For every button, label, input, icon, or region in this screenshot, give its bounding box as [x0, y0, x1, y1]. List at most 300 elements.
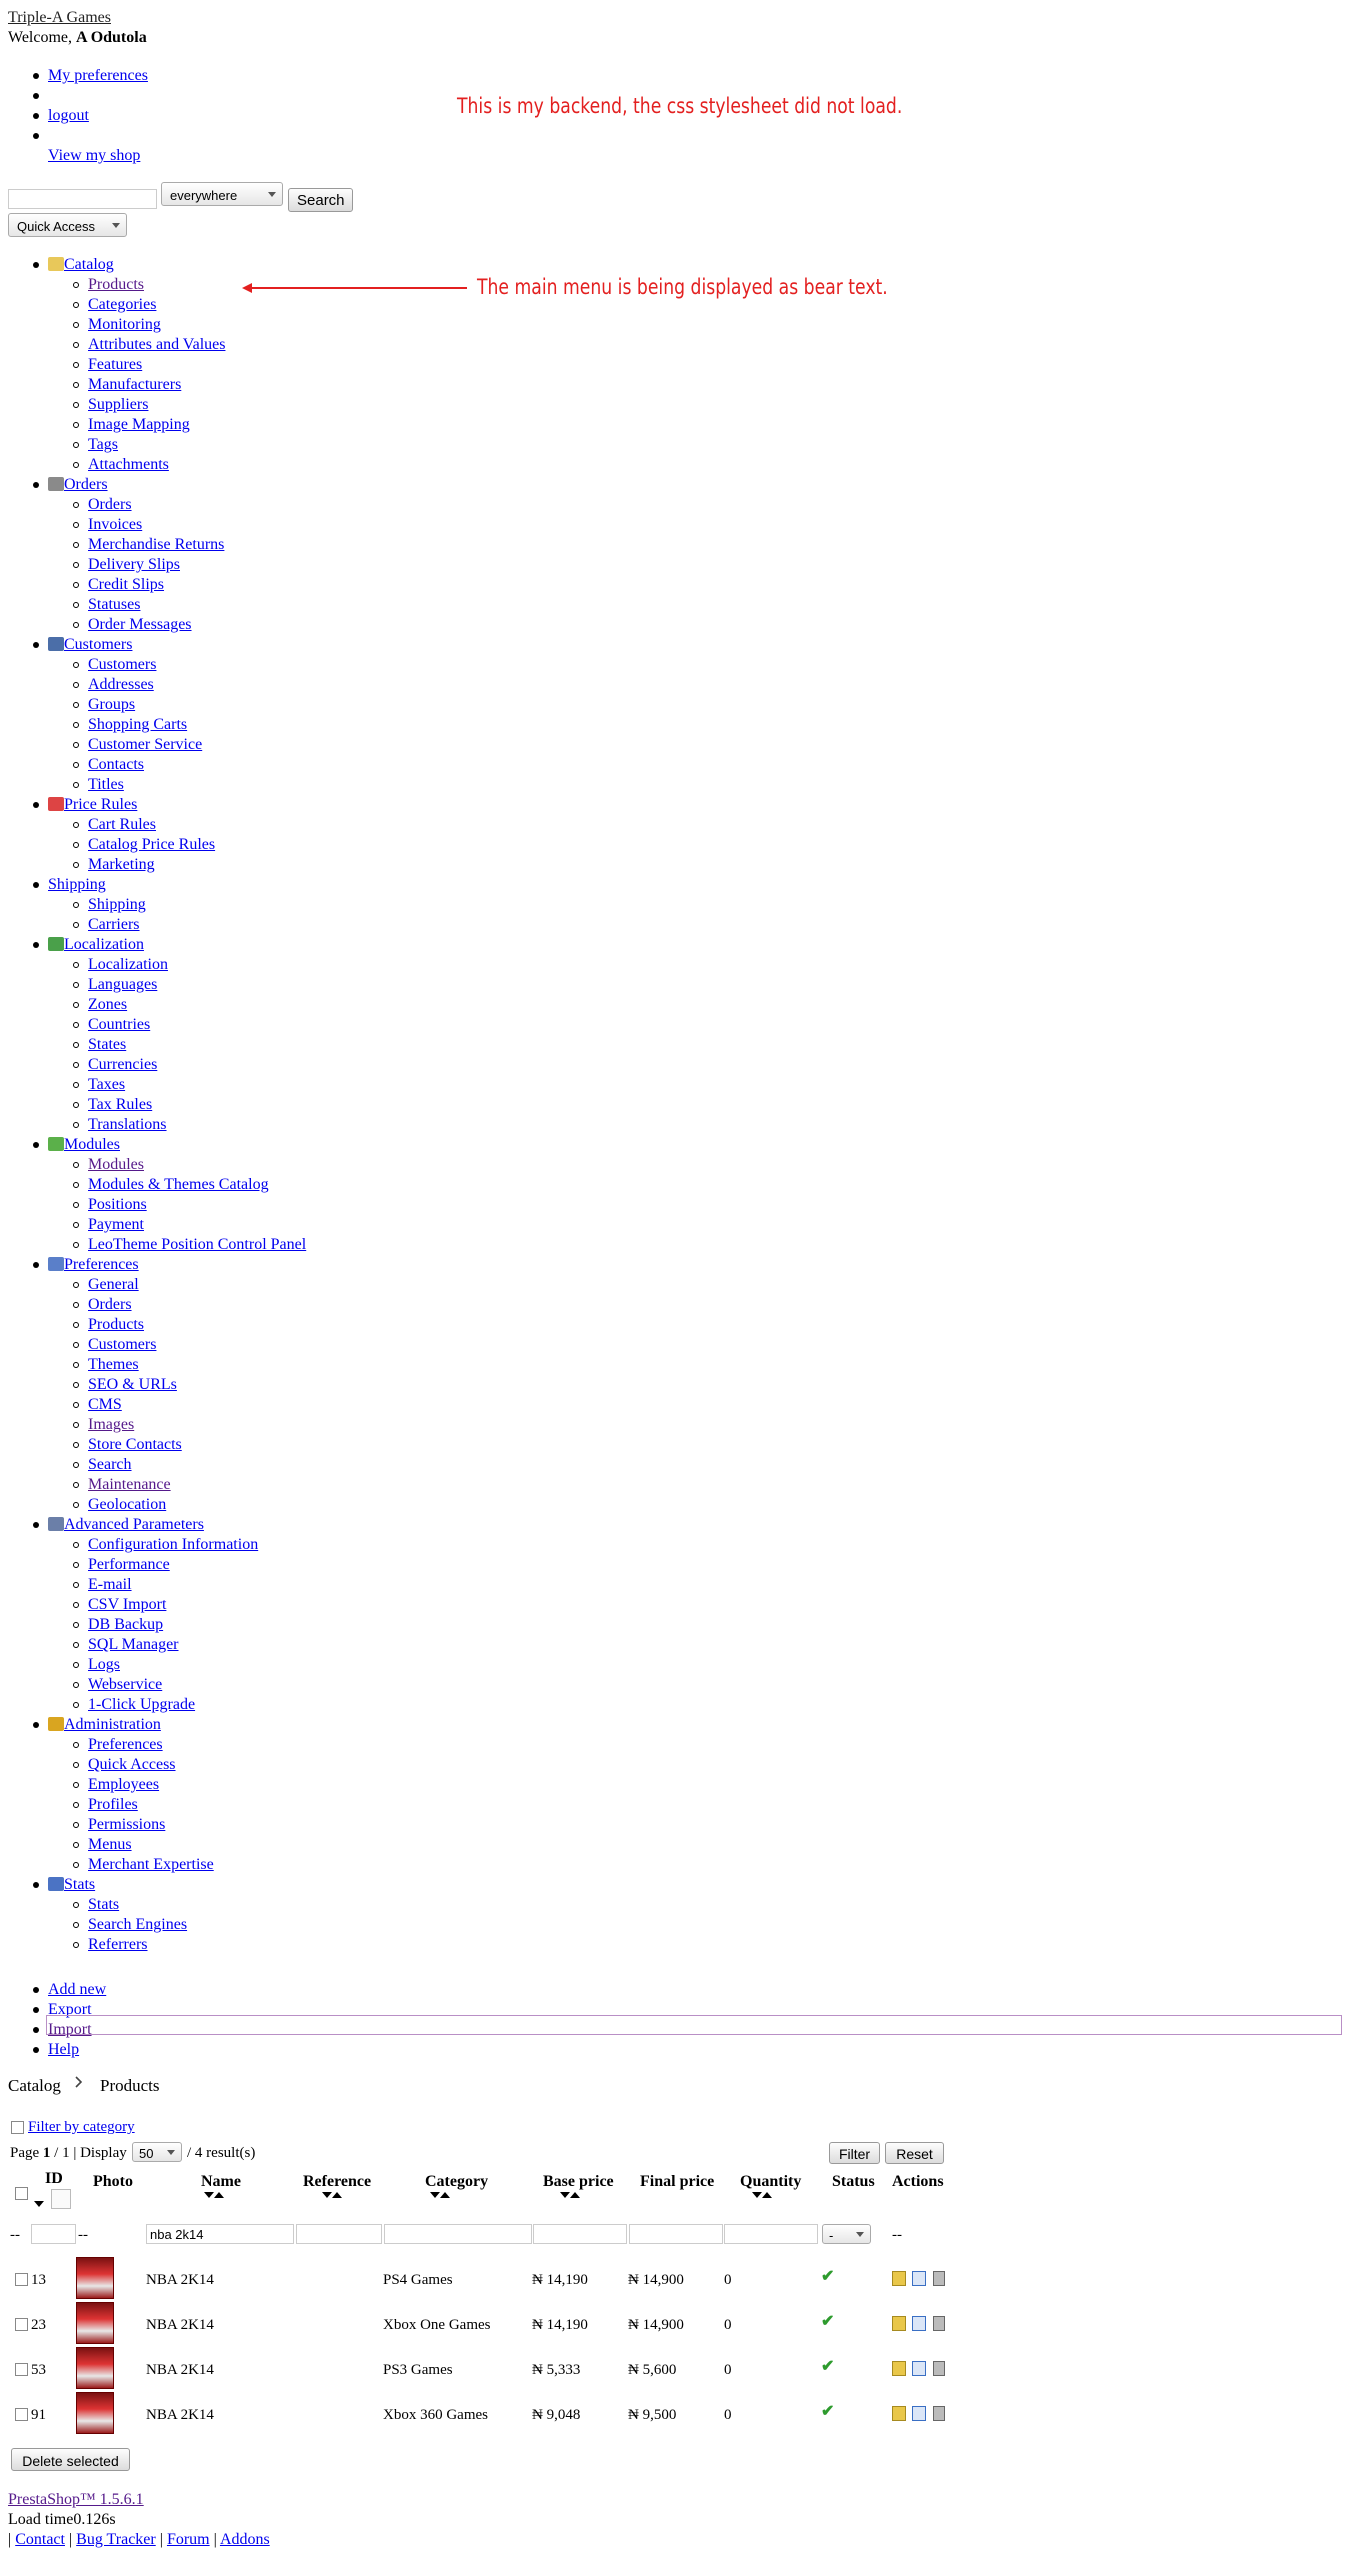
submenu-item[interactable]: Customers [88, 656, 157, 673]
filter-name-input[interactable] [146, 2224, 294, 2244]
submenu-item[interactable]: Titles [88, 776, 124, 793]
circle-bullet [73, 1822, 79, 1828]
annotation-arrow [252, 287, 467, 289]
circle-bullet [73, 1842, 79, 1848]
filter-final-price-input[interactable] [629, 2224, 723, 2244]
preview-icon[interactable] [912, 2361, 926, 2376]
filter-reference-input[interactable] [296, 2224, 382, 2244]
filter-button[interactable]: Filter [829, 2142, 880, 2164]
puzzle-icon [48, 1137, 64, 1151]
enabled-check-icon[interactable]: ✔ [821, 2313, 835, 2330]
circle-bullet [73, 382, 79, 388]
submenu-item[interactable]: General [88, 1276, 139, 1293]
submenu-item[interactable]: Merchandise Returns [88, 536, 225, 553]
submenu-item[interactable]: SEO & URLs [88, 1376, 177, 1393]
quick-access-label: Quick Access [17, 219, 96, 234]
submenu-item[interactable]: Themes [88, 1356, 139, 1373]
arrow-head-icon [242, 283, 252, 293]
circle-bullet [73, 1222, 79, 1228]
cell-name: NBA 2K14 [146, 2407, 214, 2423]
logout-link[interactable]: logout [48, 107, 89, 124]
cell-category: PS4 Games [383, 2272, 453, 2288]
product-thumbnail [76, 2302, 114, 2344]
submenu-item[interactable]: Catalog Price Rules [88, 836, 216, 853]
bullet [33, 2047, 39, 2053]
circle-bullet [73, 682, 79, 688]
circle-bullet [73, 342, 79, 348]
submenu-item[interactable]: Payment [88, 1216, 144, 1233]
circle-bullet [73, 1322, 79, 1328]
shop-name-link[interactable]: Triple-A Games [8, 9, 111, 26]
sort-desc-icon[interactable] [322, 2192, 332, 2198]
cell-category: Xbox One Games [383, 2317, 491, 2333]
bullet [33, 942, 39, 948]
delete-icon[interactable] [933, 2406, 945, 2421]
submenu-item[interactable]: Order Messages [88, 616, 192, 633]
circle-bullet [73, 1062, 79, 1068]
submenu-item[interactable]: Currencies [88, 1056, 158, 1073]
bullet [33, 1987, 39, 1993]
circle-bullet [73, 722, 79, 728]
menu-price-rules[interactable]: Price Rules [64, 796, 138, 813]
submenu-item[interactable]: Localization [88, 956, 168, 973]
circle-bullet [73, 622, 79, 628]
circle-bullet [73, 822, 79, 828]
menu-stats[interactable]: Stats [64, 1876, 96, 1893]
submenu-item[interactable]: DB Backup [88, 1616, 164, 1633]
circle-bullet [73, 502, 79, 508]
row-checkbox[interactable] [15, 2273, 28, 2286]
submenu-item[interactable]: Images [88, 1416, 135, 1433]
submenu-item[interactable]: LeoTheme Position Control Panel [88, 1236, 307, 1253]
cell-base-price: ₦ 5,333 [532, 2362, 581, 2378]
filter-id-input[interactable] [31, 2224, 76, 2244]
submenu-item[interactable]: Customer Service [88, 736, 203, 753]
cell-quantity: 0 [724, 2272, 732, 2288]
submenu-item[interactable]: Configuration Information [88, 1536, 259, 1553]
bullet [33, 262, 39, 268]
circle-bullet [73, 1022, 79, 1028]
separator: | [159, 2531, 167, 2548]
circle-bullet [73, 562, 79, 568]
user-name: A Odutola [76, 29, 147, 46]
submenu-item[interactable]: Shipping [88, 896, 146, 913]
sort-asc-icon[interactable] [332, 2192, 342, 2198]
page-separator: / 1 | Display [50, 2145, 127, 2161]
circle-bullet [73, 1742, 79, 1748]
col-category: Category [425, 2173, 489, 2190]
circle-bullet [73, 1942, 79, 1948]
submenu-item[interactable]: Categories [88, 296, 157, 313]
submenu-item[interactable]: Preferences [88, 1736, 163, 1753]
cell-id: 13 [31, 2272, 46, 2288]
breadcrumb [8, 2076, 61, 2096]
cell-quantity: 0 [724, 2362, 732, 2378]
filter-base-price-input[interactable] [533, 2224, 627, 2244]
chevron-right-icon [74, 2075, 84, 2089]
circle-bullet [73, 922, 79, 928]
help-link[interactable]: Help [48, 2041, 80, 2058]
delete-icon[interactable] [933, 2316, 945, 2331]
circle-bullet [73, 1122, 79, 1128]
bullet [33, 1722, 39, 1728]
circle-bullet [73, 1762, 79, 1768]
filter-dash-2: -- [78, 2227, 88, 2243]
circle-bullet [73, 1442, 79, 1448]
submenu-item[interactable]: Contacts [88, 756, 144, 773]
bug-tracker-link[interactable]: Bug Tracker [76, 2531, 156, 2548]
filter-by-category-link[interactable]: Filter by category [28, 2119, 135, 2135]
submenu-item[interactable]: SQL Manager [88, 1636, 179, 1653]
submenu-item[interactable]: Marketing [88, 856, 155, 873]
sort-asc-icon[interactable] [762, 2192, 772, 2198]
submenu-item[interactable]: E-mail [88, 1576, 132, 1593]
circle-bullet [73, 322, 79, 328]
submenu-item[interactable]: Countries [88, 1016, 151, 1033]
view-shop-link[interactable]: View my shop [48, 147, 141, 164]
circle-bullet [73, 842, 79, 848]
pagination-text [10, 2143, 127, 2163]
circle-bullet [73, 1402, 79, 1408]
page-prefix: Page [10, 2145, 43, 2161]
circle-bullet [73, 1462, 79, 1468]
circle-bullet [73, 1602, 79, 1608]
circle-bullet [73, 302, 79, 308]
quick-access-select[interactable] [8, 213, 127, 237]
submenu-item[interactable]: CMS [88, 1396, 122, 1413]
cell-category: PS3 Games [383, 2362, 453, 2378]
sort-asc-icon[interactable] [440, 2192, 450, 2198]
submenu-item[interactable]: Invoices [88, 516, 143, 533]
sort-desc-icon[interactable] [204, 2192, 214, 2198]
circle-bullet [73, 1662, 79, 1668]
submenu-item[interactable]: Search [88, 1456, 132, 1473]
circle-bullet [73, 1242, 79, 1248]
submenu-item[interactable]: Menus [88, 1836, 132, 1853]
col-name: Name [201, 2173, 241, 2190]
delete-icon[interactable] [933, 2361, 945, 2376]
welcome-text [8, 28, 147, 48]
circle-bullet [73, 1422, 79, 1428]
circle-bullet [73, 1862, 79, 1868]
edit-icon[interactable] [892, 2316, 906, 2331]
circle-bullet [73, 1562, 79, 1568]
circle-bullet [73, 1202, 79, 1208]
filter-quantity-input[interactable] [724, 2224, 818, 2244]
submenu-item[interactable]: Addresses [88, 676, 154, 693]
import-link[interactable]: Import [48, 2021, 92, 2038]
edit-icon[interactable] [892, 2406, 906, 2421]
preview-icon[interactable] [912, 2406, 926, 2421]
circle-bullet [73, 962, 79, 968]
search-input[interactable] [8, 189, 157, 209]
submenu-item[interactable]: Products [88, 276, 144, 293]
submenu-item[interactable]: Image Mapping [88, 416, 190, 433]
breadcrumb-section: Catalog [8, 2076, 61, 2095]
menu-administration[interactable]: Administration [64, 1716, 161, 1733]
product-thumbnail [76, 2392, 114, 2434]
bar-chart-icon [48, 1877, 64, 1891]
monitor-icon [48, 1257, 64, 1271]
circle-bullet [73, 982, 79, 988]
display-select[interactable] [132, 2142, 182, 2162]
col-actions: Actions [892, 2173, 944, 2190]
circle-bullet [73, 1622, 79, 1628]
prestashop-version-link[interactable]: PrestaShop™ 1.5.6.1 [8, 2491, 144, 2508]
submenu-item[interactable]: Maintenance [88, 1476, 171, 1493]
submenu-item[interactable]: Attachments [88, 456, 169, 473]
filter-dash-3: -- [892, 2227, 902, 2243]
circle-bullet [73, 1502, 79, 1508]
filter-category-input[interactable] [384, 2224, 532, 2244]
menu-orders[interactable]: Orders [64, 476, 108, 493]
circle-bullet [73, 542, 79, 548]
circle-bullet [73, 1902, 79, 1908]
enabled-check-icon[interactable]: ✔ [821, 2268, 835, 2285]
circle-bullet [73, 742, 79, 748]
chevron-down-icon [856, 2232, 864, 2237]
circle-bullet [73, 1922, 79, 1928]
submenu-item[interactable]: Geolocation [88, 1496, 167, 1513]
row-checkbox[interactable] [15, 2318, 28, 2331]
sort-asc-icon[interactable] [570, 2192, 580, 2198]
result-count: / 4 result(s) [187, 2145, 256, 2161]
cell-name: NBA 2K14 [146, 2272, 214, 2288]
filter-status-value: - [829, 2228, 834, 2243]
circle-bullet [73, 1802, 79, 1808]
cell-final-price: ₦ 9,500 [628, 2407, 677, 2423]
delete-icon[interactable] [933, 2271, 945, 2286]
col-final-price: Final price [640, 2173, 715, 2190]
submenu-item[interactable]: Positions [88, 1196, 147, 1213]
cell-id: 91 [31, 2407, 46, 2423]
filter-category-checkbox[interactable] [11, 2121, 24, 2134]
submenu-item[interactable]: Suppliers [88, 396, 149, 413]
submenu-item[interactable]: Store Contacts [88, 1436, 182, 1453]
submenu-item[interactable]: Employees [88, 1776, 160, 1793]
submenu-item[interactable]: Customers [88, 1336, 157, 1353]
submenu-item[interactable]: Tax Rules [88, 1096, 153, 1113]
submenu-item[interactable]: Orders [88, 1296, 132, 1313]
load-time: Load time0.126s [8, 2511, 116, 2528]
submenu-item[interactable]: Attributes and Values [88, 336, 226, 353]
bullet [33, 2007, 39, 2013]
bullet [33, 1262, 39, 1268]
bullet [33, 2027, 39, 2033]
submenu-item[interactable]: Zones [88, 996, 128, 1013]
circle-bullet [73, 1582, 79, 1588]
cell-final-price: ₦ 5,600 [628, 2362, 677, 2378]
contact-link[interactable]: Contact [15, 2531, 65, 2548]
submenu-item[interactable]: Logs [88, 1656, 120, 1673]
reset-button[interactable]: Reset [885, 2142, 944, 2164]
footer-links [8, 2530, 270, 2550]
col-photo: Photo [93, 2173, 133, 2190]
col-quantity: Quantity [740, 2173, 802, 2190]
bullet [33, 642, 39, 648]
cell-id: 53 [31, 2362, 46, 2378]
edit-icon[interactable] [892, 2271, 906, 2286]
submenu-item[interactable]: Permissions [88, 1816, 166, 1833]
menu-modules[interactable]: Modules [64, 1136, 120, 1153]
sort-desc-icon[interactable] [430, 2192, 440, 2198]
circle-bullet [73, 402, 79, 408]
submenu-item[interactable]: Referrers [88, 1936, 148, 1953]
preview-icon[interactable] [912, 2271, 926, 2286]
separator: | [8, 2531, 16, 2548]
submenu-item[interactable]: Profiles [88, 1796, 138, 1813]
circle-bullet [73, 1002, 79, 1008]
cell-base-price: ₦ 9,048 [532, 2407, 581, 2423]
cell-name: NBA 2K14 [146, 2317, 214, 2333]
circle-bullet [73, 1542, 79, 1548]
circle-bullet [73, 1782, 79, 1788]
circle-bullet [73, 1182, 79, 1188]
forum-link[interactable]: Forum [166, 2531, 210, 2548]
submenu-item[interactable]: Carriers [88, 916, 140, 933]
submenu-item[interactable]: States [88, 1036, 127, 1053]
my-preferences-link[interactable]: My preferences [48, 67, 148, 84]
breadcrumb-page: Products [100, 2076, 160, 2095]
circle-bullet [73, 702, 79, 708]
bullet [33, 802, 39, 808]
bullet [33, 133, 39, 139]
circle-bullet [73, 662, 79, 668]
chevron-down-icon [112, 223, 120, 228]
submenu-item[interactable]: Quick Access [88, 1756, 176, 1773]
add-new-link[interactable]: Add new [48, 1981, 107, 1998]
cell-name: NBA 2K14 [146, 2362, 214, 2378]
submenu-item[interactable]: Modules [88, 1156, 144, 1173]
col-base-price: Base price [543, 2173, 614, 2190]
preview-icon[interactable] [912, 2316, 926, 2331]
row-checkbox[interactable] [15, 2408, 28, 2421]
submenu-item[interactable]: Orders [88, 496, 132, 513]
bullet [33, 113, 39, 119]
chevron-down-icon [167, 2150, 175, 2155]
separator: | [213, 2531, 220, 2548]
menu-shipping[interactable]: Shipping [48, 876, 106, 893]
export-link[interactable]: Export [48, 2001, 92, 2018]
submenu-item[interactable]: Languages [88, 976, 158, 993]
import-focus-outline [46, 2015, 1342, 2035]
submenu-item[interactable]: 1-Click Upgrade [88, 1696, 196, 1713]
submenu-item[interactable]: Search Engines [88, 1916, 188, 1933]
circle-bullet [73, 362, 79, 368]
submenu-item[interactable]: Performance [88, 1556, 170, 1573]
edit-icon[interactable] [892, 2361, 906, 2376]
circle-bullet [73, 762, 79, 768]
submenu-item[interactable]: Monitoring [88, 316, 161, 333]
sort-asc-icon[interactable] [214, 2192, 224, 2198]
circle-bullet [73, 602, 79, 608]
circle-bullet [73, 902, 79, 908]
key-icon [48, 1717, 64, 1731]
submenu-item[interactable]: Shopping Carts [88, 716, 188, 733]
circle-bullet [73, 1362, 79, 1368]
submenu-item[interactable]: Manufacturers [88, 376, 182, 393]
circle-bullet [73, 1042, 79, 1048]
display-value: 50 [139, 2146, 154, 2161]
circle-bullet [73, 1162, 79, 1168]
submenu-item[interactable]: Merchant Expertise [88, 1856, 214, 1873]
submenu-item[interactable]: Translations [88, 1116, 167, 1133]
submenu-item[interactable]: Tags [88, 436, 118, 453]
submenu-item[interactable]: Groups [88, 696, 136, 713]
globe-icon [48, 937, 64, 951]
search-button[interactable]: Search [288, 188, 353, 212]
row-checkbox[interactable] [15, 2363, 28, 2376]
circle-bullet [73, 1382, 79, 1388]
submenu-item[interactable]: Products [88, 1316, 144, 1333]
addons-link[interactable]: Addons [219, 2531, 270, 2548]
circle-bullet [73, 582, 79, 588]
circle-bullet [73, 862, 79, 868]
menu-preferences[interactable]: Preferences [64, 1256, 139, 1273]
circle-bullet [73, 1082, 79, 1088]
menu-advanced-parameters[interactable]: Advanced Parameters [64, 1516, 204, 1533]
annotation-menu: The main menu is being displayed as bear text. [477, 275, 888, 299]
circle-bullet [73, 1682, 79, 1688]
menu-catalog[interactable]: Catalog [64, 256, 114, 273]
enabled-check-icon[interactable]: ✔ [821, 2358, 835, 2375]
filter-dash-1: -- [10, 2227, 20, 2243]
submenu-item[interactable]: Credit Slips [88, 576, 165, 593]
submenu-item[interactable]: Features [88, 356, 143, 373]
menu-localization[interactable]: Localization [64, 936, 144, 953]
circle-bullet [73, 1342, 79, 1348]
sort-desc-icon[interactable] [560, 2192, 570, 2198]
price-tag-icon [48, 797, 64, 811]
sort-desc-icon[interactable] [752, 2192, 762, 2198]
chevron-down-icon [268, 192, 276, 197]
circle-bullet [73, 522, 79, 528]
product-thumbnail [76, 2347, 114, 2389]
welcome-prefix: Welcome, [8, 29, 77, 46]
enabled-check-icon[interactable]: ✔ [821, 2403, 835, 2420]
menu-customers[interactable]: Customers [64, 636, 133, 653]
submenu-item[interactable]: Delivery Slips [88, 556, 180, 573]
circle-bullet [73, 422, 79, 428]
sort-desc-icon[interactable] [34, 2201, 44, 2207]
wrench-icon [48, 1517, 64, 1531]
circle-bullet [73, 1482, 79, 1488]
search-scope-value: everywhere [170, 188, 238, 203]
submenu-item[interactable]: Cart Rules [88, 816, 156, 833]
delete-selected-button[interactable]: Delete selected [11, 2448, 130, 2471]
submenu-item[interactable]: Statuses [88, 596, 141, 613]
circle-bullet [73, 282, 79, 288]
circle-bullet [73, 462, 79, 468]
bullet [33, 882, 39, 888]
submenu-item[interactable]: Stats [88, 1896, 120, 1913]
search-scope-select[interactable] [161, 182, 283, 206]
annotation-top: This is my backend, the css stylesheet did not load. [457, 94, 903, 118]
circle-bullet [73, 1642, 79, 1648]
select-all-checkbox[interactable] [15, 2187, 28, 2200]
cell-quantity: 0 [724, 2407, 732, 2423]
filter-icon[interactable] [51, 2189, 71, 2209]
product-thumbnail [76, 2257, 114, 2299]
submenu-item[interactable]: Taxes [88, 1076, 126, 1093]
bullet [33, 1882, 39, 1888]
filter-status-select[interactable] [822, 2224, 871, 2244]
col-status: Status [832, 2173, 875, 2190]
submenu-item[interactable]: CSV Import [88, 1596, 167, 1613]
submenu-item[interactable]: Modules & Themes Catalog [88, 1176, 269, 1193]
user-icon [48, 637, 64, 651]
submenu-item[interactable]: Webservice [88, 1676, 163, 1693]
